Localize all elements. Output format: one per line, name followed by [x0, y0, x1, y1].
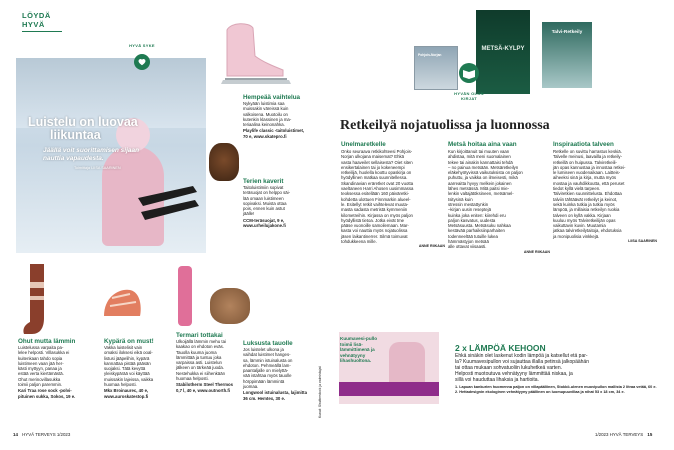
book-2-title: METSÄ-KYLPY: [481, 46, 525, 52]
col1-line-4: ensikertalainen tai jo kokeneempi: [341, 164, 405, 170]
warmth-line-5: sillä voi hauduttaa lihaksia ja hartioita.: [455, 377, 539, 383]
hero-subtitle-line2: nauttia vapaudesta.: [43, 154, 104, 162]
col1-line-6: hyödyllinen matkaa suunnitellessa.: [341, 175, 408, 181]
thermos-title: Termari tottakai: [176, 332, 223, 339]
book-3-title: Talvi-Retkeily: [551, 30, 583, 35]
book-3: [542, 22, 592, 88]
blade-guards-line-2: teräsuojat on helppo säi-: [243, 190, 291, 196]
helmet-photo: [100, 286, 144, 324]
thermos-line-7: Nestehukka ei siihenkään: [176, 370, 225, 376]
skates-price-2: 70 e, www.skatepro.fi: [243, 133, 287, 139]
footer-left: [13, 432, 70, 437]
helmet-line-1: Vakka luistelisit vain: [104, 345, 143, 350]
blade-guards-line-6: jäälle!: [243, 211, 255, 217]
col1-line-15: pääse vuonoille samoilemaan. Mar-: [341, 223, 409, 229]
col3-line-11: sekä kuinka tutkia ja tutkia myös: [553, 201, 615, 207]
col2-line-10: tsitysinä kuin: [448, 196, 473, 202]
col3-line-6: aiheeksi sinä ja kirja, mutta myös: [553, 175, 617, 181]
seat-title: Luksusta tauolle: [243, 340, 293, 347]
warmth-line-4: Helposti muotoutuva vehnätyyny lämmittää niskaa, ja: [455, 371, 573, 377]
skates-line-2: muissakin väreissä kuin: [243, 106, 289, 112]
socks-price-2: pituinen sukka, Sokos, 19 e.: [18, 393, 76, 399]
col1-line-3: vasta haaveilet sellaisesta? Oiet siten: [341, 159, 413, 165]
col1-line-9: teoksessa esitellään 160 päiväretki-: [341, 191, 410, 197]
seat-price-2: 36 cm. Hemtex, 30 e.: [243, 395, 286, 401]
col2-line-4: – no painua metsään. Metsäretkeilyn: [448, 164, 519, 170]
col2-credit: ANNE RIIKAAN: [523, 249, 550, 254]
col1-line-17: jäsen laikantinerrer. Silmä toimuvat: [341, 233, 408, 239]
col1-line-10: kohdetta ulottuen Finnmarkin alueel-: [341, 196, 411, 202]
socks-photo: [20, 262, 60, 340]
skates-title: Hempeää vaihtelua: [243, 94, 301, 101]
col2-line-17: todenneeltää tutuille lukea: [448, 233, 498, 239]
col3-line-17: ja monipuolisia vinkkejä.: [553, 233, 600, 239]
photo-credit: Kuvat: Shutterstock ja valmistajat: [318, 366, 322, 418]
col2-line-1: Kun kirjoittanuit tai muuten vaan: [448, 149, 510, 154]
thermos-price-1: Stabilotherm Steel Thermos: [176, 382, 234, 388]
helmet-price-2: www.auroskatestop.fi: [104, 393, 149, 399]
helmet-line-8: huomaa helposti.: [104, 382, 137, 388]
col3-line-13: talveen on kyllä vakka. Kirjaan: [553, 212, 611, 218]
col2-line-15: Metsäsuusta. Metsäsuku nahkaa: [448, 223, 511, 229]
sheepskin-photo: [210, 288, 250, 324]
hero-subtitle-line1: Jäällä voit suorittamisen sijaan: [43, 147, 140, 154]
col1-line-12: masta sadasta metristä kymmeniin: [341, 207, 408, 213]
thermos-block: [176, 332, 248, 393]
hero-title-line2: liikuntaa: [50, 128, 101, 142]
thermos-line-6: jälkeen on tärkeää juoda.: [176, 365, 225, 371]
socks-line-5: kästi myttyyn, panaa ja: [18, 366, 62, 372]
col2-line-12: –kirjan uusin reseptejä: [448, 207, 491, 213]
seat-line-1: Jos luistelet ulkona ja: [243, 347, 284, 352]
thermos-price-2: 0,7 l, 40 e, www.outnorth.fi: [176, 387, 231, 393]
col1-line-8: vaeltaneen Harri Ahosen uusimmassa: [341, 186, 414, 192]
col2-line-6: puhuttu, ja vaikka on ilmeisesti, mikä: [448, 175, 518, 181]
skates-price-1: Playlife classic -taitoluistimet,: [243, 128, 305, 134]
warmth-block: [455, 343, 660, 394]
col3-line-14: kuuluu myös Talviretkeilijän opas: [553, 217, 616, 223]
col2-line-2: ahdistaa, mitä meni suomalainen: [448, 154, 511, 160]
seat-line-7: hörppimään lämmintä: [243, 378, 285, 384]
book-badge-graphic: [449, 60, 489, 86]
seat-block: [243, 340, 317, 401]
skate-icon: [213, 20, 301, 92]
col2-line-8: lähes metsässä. Mitä paitsi mie-: [448, 186, 510, 192]
col3-line-9: Talviretkien suunnittelusta. Ehdottaa: [553, 191, 622, 197]
thermos-line-5: varpaissa asti. Luistelun: [176, 360, 222, 366]
section-label: [22, 11, 51, 29]
col1-line-2: Norjan ulkojana maisemat? Ehkä: [341, 154, 405, 160]
thermos-line-4: lämmittää ja tuntuu joka: [176, 354, 222, 360]
helmet-price-1: Mkx Broinaurec, 40 e,: [104, 388, 149, 394]
blade-guards-price-1: CCM-teräsuojat, 9 e,: [243, 217, 285, 223]
seat-line-4: ehdoton. Pehmeällä lam-: [243, 362, 291, 368]
skates-photo: [213, 20, 301, 92]
col1-line-13: kilometreihin. Kirjassa on myös paljon: [341, 212, 413, 218]
hero-byline: Toimittaja LIISA SAARINEN: [74, 166, 121, 170]
blade-guard-photo: [209, 143, 239, 181]
helmet-line-6: yleiskypärää voi käyttää: [104, 371, 150, 377]
warmth-note-2: 2. Hettadesignin ekologinen vehnätyyny päällinen on luomupuuvillaa ja nihat 53 x 18 cm, 34 e.: [455, 389, 625, 394]
warmth-line-2: la? Kuumavesipullon voi sujauttaa illalla petinsä jalkopäähän: [455, 359, 589, 365]
col2-line-19: alle ottavat viisaasti.: [448, 244, 487, 250]
helmet-icon: [100, 286, 144, 324]
col3-line-5: le lumiseen vuodenaikaan. Laitteis-: [553, 170, 621, 176]
thermos-photo: [178, 266, 192, 326]
socks-line-2: lelee helposti. Villasukka ei: [18, 350, 70, 356]
footer-right: [595, 432, 652, 437]
blade-guards-title: Terien kaverit: [243, 178, 284, 185]
col3-line-2: Talvelle meinusi, laavailla ja retkeily-: [553, 154, 623, 160]
socks-block: [18, 338, 94, 399]
col1-line-11: le. Esitellyt retkit vaihtelevat muuta-: [341, 201, 409, 207]
hero-subtitle: [43, 147, 193, 162]
skates-line-1: Nykyään luistimia saa: [243, 101, 285, 106]
badge-arc-text: HYVÄ SYKE: [129, 43, 155, 48]
skate-guards-pink-photo: [133, 178, 203, 233]
warmth-note-1: 1. Lapuan kankurien huomenna paljon on villapääliinen, Stokkö-ulenen muovipullon mallista 2 litraa vetää, 60 e.: [455, 385, 657, 389]
seat-price-1: Longwool istuinalusta, lajimitta: [243, 390, 307, 396]
thermos-line-3: Tauolla kuuma juoma: [176, 349, 217, 355]
col3-line-7: mostaa ja vauhdikkoutta, että peruset: [553, 180, 625, 186]
col3-line-15: vaikuttavin kuvin. Muutamia: [553, 223, 606, 229]
blade-guards-price-2: www.urheilujakone.fi: [243, 223, 286, 229]
socks-line-7: Ohut merinovillasukka: [18, 376, 61, 382]
hyva-syke-badge: [125, 41, 159, 75]
skates-line-4: kutenkin klassinen ja ma-: [243, 116, 292, 122]
footer-right-mag: 1/2023 HYVÄ TERVEYS: [595, 432, 644, 437]
col2-heading: Metsä hoitaa aina vaan: [448, 141, 517, 148]
seat-line-8: juomaa.: [243, 384, 259, 390]
helmet-line-2: omaksi iloksesi eikä ooal-: [104, 350, 153, 356]
socks-line-4: luistimeen vaan jää her-: [18, 360, 64, 366]
section-label-line1: LÖYDÄ: [22, 11, 51, 20]
footer-left-mag: HYVÄ TERVEYS 1/2023: [22, 432, 71, 437]
footer-right-page: 15: [647, 432, 653, 437]
col3-heading: Inspiraatiota talveen: [553, 141, 614, 148]
helmet-line-7: muissakin lajeissa, vaikka: [104, 376, 154, 382]
col3-line-16: jatkaa talviretkeilytaitoja, ehdotuksia: [553, 228, 622, 234]
col3-line-10: talviin tähtäävät retkeilyt ja keinot,: [553, 196, 618, 202]
col2-line-3: tekee tai ainakin kannattaisi tehdä: [448, 159, 513, 165]
skate-guard-icon: [133, 178, 203, 233]
thermos-line-1: Ulkoijällä lämmin mehu tai: [176, 339, 226, 344]
book-badge-text: HYVÄN OLON KIRJAT: [454, 91, 484, 101]
col2-line-18: hämmästyjon metsää: [448, 239, 489, 245]
thermos-line-2: kaakao on ehdoton eväs.: [176, 344, 225, 350]
hyvan-olon-kirjat-badge: [449, 60, 489, 110]
seat-line-6: vää istahtaa myös tauolle: [243, 373, 292, 379]
col2-line-16: kestävää parhaiksiinparhaiten: [448, 228, 505, 234]
thermos-line-8: huomaa helposti.: [176, 376, 209, 382]
hot-water-callout: Kuumavesi-pullo toimii lisä-lämmittimenä ja vehnätyyny lihashuoltona.: [340, 336, 378, 364]
col3-line-1: Retkelle on suvittu harrastus keskiä.: [553, 149, 622, 154]
helmet-block: [104, 338, 178, 399]
col2-line-7: aarreaitta hyvyy melkein jokainen: [448, 180, 512, 186]
article-title: Retkeilyä nojatuolissa ja luonnossa: [340, 118, 550, 133]
warmth-line-3: tai ottaa mukaan sohvatuoliin lukuhetkeä varten.: [455, 365, 563, 371]
col1-heading: Unelmaretkelle: [341, 141, 386, 148]
sock-icon: [20, 262, 60, 340]
col1-line-16: kasta voi nauttia myös nojatuolissa: [341, 228, 408, 234]
column-inspiraatio: [553, 141, 657, 246]
col1-credit: ANNE RIIKAAN: [418, 244, 445, 249]
socks-line-3: kuitenkaan tahdo sopia: [18, 355, 63, 361]
socks-price-1: Kari Traa rose sock -polvi-: [18, 388, 72, 394]
skates-block: [243, 94, 323, 139]
col2-line-11: stressin mestattynkin: [448, 201, 489, 207]
col2-line-9: lenkin valtajätöksineen, metsämel-: [448, 191, 514, 197]
col1-line-18: tohdukkeena mille.: [341, 239, 377, 245]
hero-title-line1: Luistelu on luovaa: [28, 115, 138, 129]
seat-line-3: sa, lämmin istuinalusta on: [243, 357, 293, 363]
helmet-title: Kypärä on must!: [104, 338, 154, 345]
skates-line-3: valkoisena. Muotoilu on: [243, 111, 288, 117]
col1-line-1: Onko seuraava retkikohteesi Pohjois-: [341, 149, 413, 154]
col2-line-13: kuinka joka eniten: kiirehdi eru: [448, 212, 506, 218]
socks-line-8: toimii paljon paremmin.: [18, 382, 63, 388]
blade-guards-line-5: pois, ennen kuin astut: [243, 206, 285, 212]
col3-line-12: lämpöä, ja millaisia retkeilyn ruokia: [553, 207, 620, 213]
column-metsa: [448, 141, 550, 257]
warmth-title: 2 x LÄMPÖÄ KEHOON: [455, 343, 546, 353]
col1-line-14: hyödyllistä tietoa. Jotka eivät tme: [341, 217, 405, 223]
socks-line-1: Luistelussa varpaita pa-: [18, 345, 64, 350]
book-1-title: Pohjois-Norjan: [418, 53, 442, 57]
col2-line-14: paljon kasvatus, uudesta: [448, 217, 496, 223]
footer-left-page: 14: [13, 432, 18, 437]
section-label-line2: HYVÄ: [22, 20, 45, 29]
column-unelmaretkelle: [341, 141, 445, 252]
seat-line-2: vaihdat luistimet hanges-: [243, 352, 291, 358]
col3-line-8: tiedot kyllä vielä tarpeen.: [553, 186, 601, 192]
warmth-line-1: Ehkä sinäkin olet laskenut kodin lämpöä ja katsellut etä par-: [455, 353, 588, 359]
blade-guards-line-1: Taitoluistimiin sopivat: [243, 185, 284, 190]
helmet-line-3: listusi jääpelihin, kypärä: [104, 355, 150, 361]
hero-title: [28, 116, 198, 142]
col3-credit: LIISA SAARINEN: [628, 239, 657, 244]
section-rule: [22, 31, 62, 32]
blade-guards-block: [243, 178, 323, 228]
col3-line-4: jän opas kannustaa ja innostaa retkei-: [553, 164, 626, 170]
helmet-line-4: kannattaa pistää pääsän: [104, 360, 151, 366]
col1-line-5: retkeilijä, huolella koottu opaskirja on: [341, 170, 412, 176]
skates-line-5: teriaalina keinonahka.: [243, 122, 285, 128]
col3-line-3: retkeillä on huipussa. Talviretkeili-: [553, 159, 617, 165]
socks-line-6: estää verta kiertämästä.: [18, 371, 64, 377]
socks-title: Ohut mutta lämmin: [18, 338, 76, 345]
blade-guards-line-3: lää omaan luistimeen: [243, 195, 284, 201]
wheat-pillow: [339, 382, 439, 396]
col1-line-7: Skandinavian eräretket ovat 20 vuotta: [341, 180, 414, 186]
col2-line-5: eläkehyötyvissä vaikutuksista on paljon: [448, 170, 523, 176]
helmet-line-5: suojaksi. Tätä kevyttä: [104, 366, 146, 372]
seat-line-5: paantaljalle on mielyttä-: [243, 368, 289, 374]
blade-guards-line-4: sopivaksi. Muista ottaa: [243, 200, 287, 206]
